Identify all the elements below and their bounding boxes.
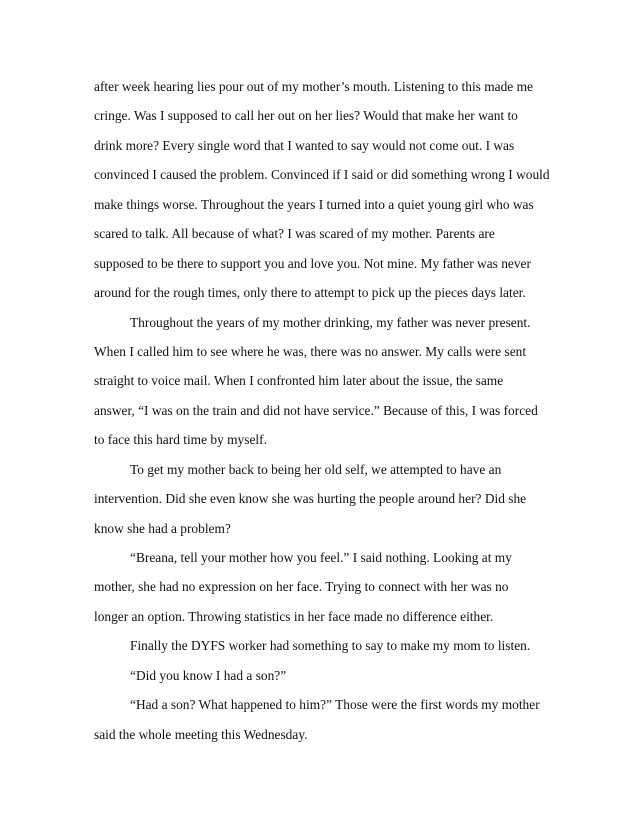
paragraph-first-line: “Breana, tell your mother how you feel.” I said nothing. Looking at my — [130, 550, 512, 565]
text-line: convinced I caused the problem. Convinced if I said or did something wrong I would — [94, 167, 550, 183]
text-line: know she had a problem? — [94, 520, 231, 536]
text-line: answer, “I was on the train and did not have service.” Because of this, I was forced — [94, 402, 538, 418]
paragraph-first-line: Throughout the years of my mother drinking, my father was never present. — [130, 314, 531, 330]
paragraph-first-line: To get my mother back to being her old self, we attempted to have an — [130, 461, 502, 477]
document-body — [94, 72, 554, 749]
text-line: mother, she had no expression on her face. Trying to connect with her was no — [94, 579, 509, 595]
text-line: intervention. Did she even know she was hurting the people around her? Did she — [94, 491, 527, 507]
text-line: said the whole meeting this Wednesday. — [94, 726, 308, 742]
text-line: scared to talk. All because of what? I was scared of my mother. Parents are — [94, 226, 495, 242]
text-line: cringe. Was I supposed to call her out on her lies? Would that make her want to — [94, 108, 518, 124]
paragraph-first-line: Finally the DYFS worker had something to say to make my mom to listen. — [130, 638, 531, 654]
text-line: straight to voice mail. When I confronted him later about the issue, the same — [94, 373, 504, 389]
text-line: to face this hard time by myself. — [94, 432, 267, 448]
paragraph-first-line: “Did you know I had a son?” — [130, 667, 287, 683]
text-line: make things worse. Throughout the years I turned into a quiet young girl who was — [94, 196, 534, 212]
text-line: after week hearing lies pour out of my mother’s mouth. Listening to this made me — [94, 79, 533, 94]
text-line: around for the rough times, only there to attempt to pick up the pieces days later. — [94, 285, 526, 301]
paragraph-first-line: “Had a son? What happened to him?” Those were the first words my mother — [130, 697, 540, 713]
text-line: longer an option. Throwing statistics in her face made no difference either. — [94, 608, 494, 624]
text-line: supposed to be there to support you and love you. Not mine. My father was never — [94, 255, 531, 271]
text-line: When I called him to see where he was, there was no answer. My calls were sent — [94, 343, 527, 359]
text-line: drink more? Every single word that I wanted to say would not come out. I was — [94, 137, 515, 153]
